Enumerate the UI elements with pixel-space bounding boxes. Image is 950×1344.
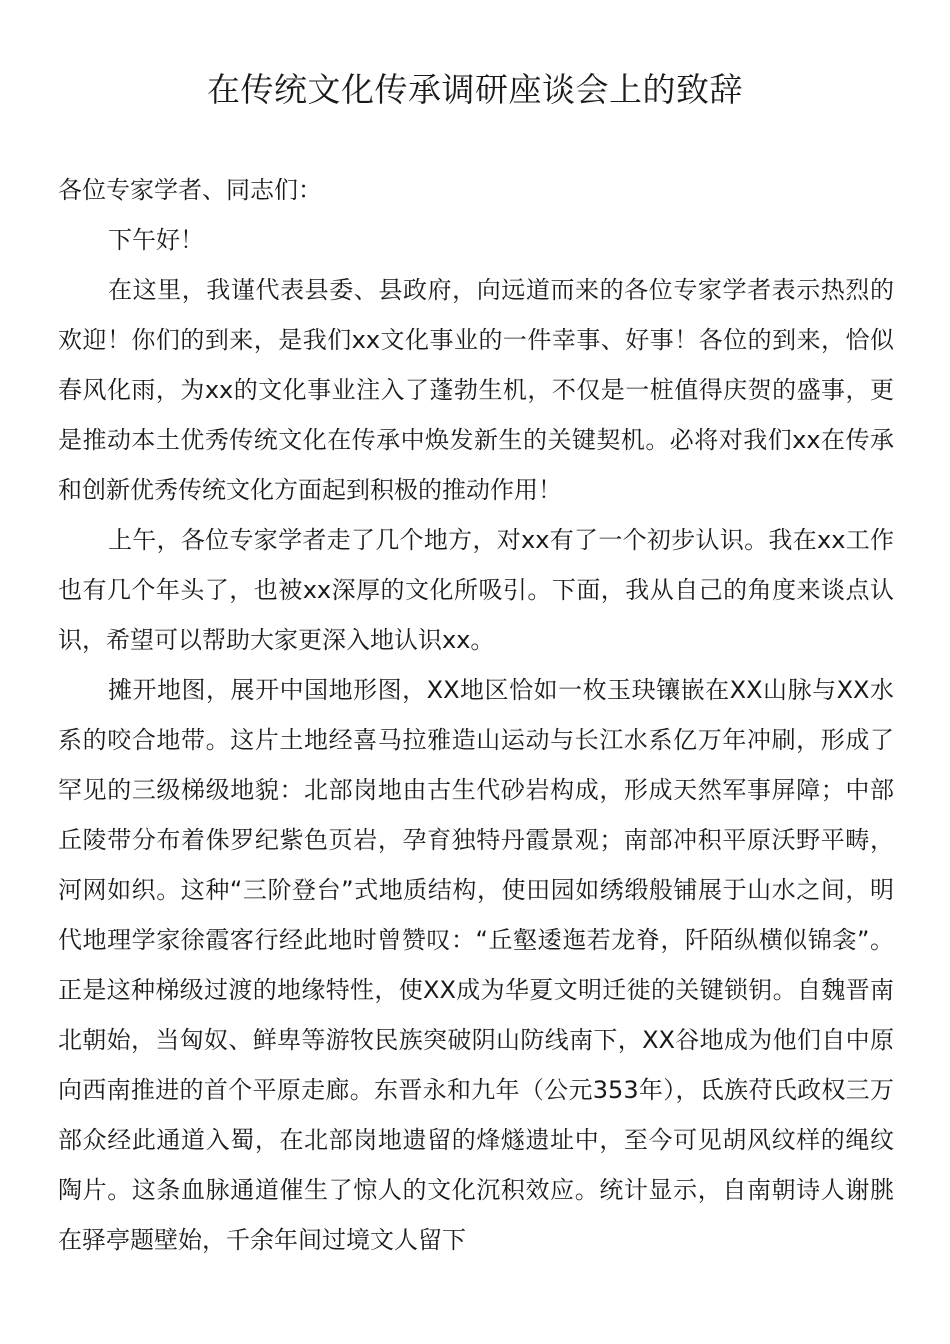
document-title: 在传统文化传承调研座谈会上的致辞 [207, 70, 743, 109]
greeting: 下午好！ [108, 226, 204, 254]
document-body [58, 165, 894, 1265]
paragraph-2: 上午，各位专家学者走了几个地方，对xx有了一个初步认识。我在xx工作也有几个年头了，也被xx深厚的文化所吸引。下面，我从自己的角度来谈点认识，希望可以帮助大家更深入地认识xx。 [58, 526, 894, 654]
salutation: 各位专家学者、同志们： [58, 176, 322, 204]
paragraph-1: 在这里，我谨代表县委、县政府，向远道而来的各位专家学者表示热烈的欢迎！你们的到来，是我们xx文化事业的一件幸事、好事！各位的到来，恰似春风化雨，为xx的文化事业注入了蓬勃生机，不仅是一桩值得庆贺的盛事，更是推动本土优秀传统文化在传承中焕发新生的关键契机。必将对我们xx在传承和创新优秀传统文化方面起到积极的推动作用！ [58, 276, 894, 504]
paragraph-3: 摊开地图，展开中国地形图，XX地区恰如一枚玉玦镶嵌在XX山脉与XX水系的咬合地带。这片土地经喜马拉雅造山运动与长江水系亿万年冲刷，形成了罕见的三级梯级地貌：北部岗地由古生代砂岩构成，形成天然军事屏障；中部丘陵带分布着侏罗纪紫色页岩，孕育独特丹霞景观；南部冲积平原沃野平畴，河网如织。这种“三阶登台”式地质结构，使田园如绣缎般铺展于山水之间，明代地理学家徐霞客行经此地时曾赞叹：“丘壑逶迤若龙脊，阡陌纵横似锦衾”。正是这种梯级过渡的地缘特性，使XX成为华夏文明迁徙的关键锁钥。自魏晋南北朝始，当匈奴、鲜卑等游牧民族突破阴山防线南下，XX谷地成为他们自中原向西南推进的首个平原走廊。东晋永和九年（公元353年），氐族苻氏政权三万部众经此通道入蜀，在北部岗地遗留的烽燧遗址中，至今可见胡风纹样的绳纹陶片。这条血脉通道催生了惊人的文化沉积效应。统计显示，自南朝诗人谢朓在驿亭题壁始，千余年间过境文人留下 [58, 676, 894, 1254]
